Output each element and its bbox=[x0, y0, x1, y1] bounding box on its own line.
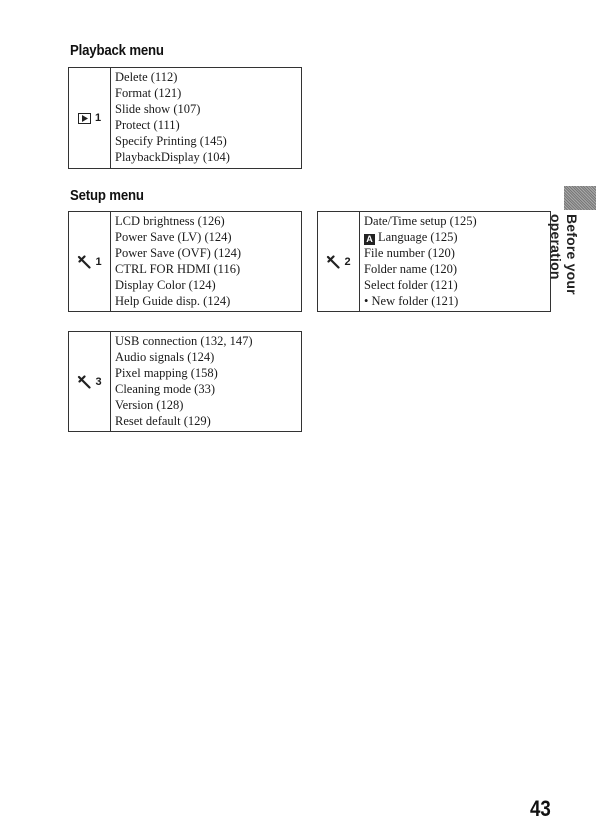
list-item: Help Guide disp. (124) bbox=[115, 294, 231, 308]
setup-menu-items bbox=[360, 212, 477, 311]
list-item: Power Save (LV) (124) bbox=[115, 230, 232, 244]
wrench-icon bbox=[326, 255, 340, 269]
setup-menu-heading: Setup menu bbox=[70, 187, 144, 204]
page-number: 43 bbox=[530, 796, 551, 821]
list-item: Specify Printing (145) bbox=[115, 134, 227, 148]
list-item: Pixel mapping (158) bbox=[115, 366, 218, 380]
list-item: LCD brightness (126) bbox=[115, 214, 225, 228]
list-item: Format (121) bbox=[115, 86, 182, 100]
list-item: CTRL FOR HDMI (116) bbox=[115, 262, 241, 276]
setup-tab-cell bbox=[318, 212, 360, 311]
list-item: Select folder (121) bbox=[364, 278, 458, 292]
tab-number: 1 bbox=[94, 112, 102, 124]
playback-tab-cell bbox=[69, 68, 111, 168]
setup-menu-table-1 bbox=[68, 211, 302, 312]
setup-menu-items bbox=[111, 212, 241, 311]
playback-icon bbox=[78, 113, 91, 124]
section-tab-marker bbox=[564, 186, 596, 210]
list-item: PlaybackDisplay (104) bbox=[115, 150, 230, 164]
wrench-icon bbox=[77, 375, 91, 389]
language-icon: A bbox=[364, 234, 375, 245]
list-item: Version (128) bbox=[115, 398, 184, 412]
tab-number: 1 bbox=[95, 255, 102, 268]
section-tab-label: Before your operation bbox=[548, 214, 580, 295]
list-item: Reset default (129) bbox=[115, 414, 211, 428]
list-item: File number (120) bbox=[364, 246, 455, 260]
list-item: Audio signals (124) bbox=[115, 350, 215, 364]
list-item-label: Language (125) bbox=[378, 230, 458, 244]
tab-number: 3 bbox=[95, 375, 102, 388]
list-item bbox=[364, 229, 477, 245]
tab-number: 2 bbox=[344, 255, 351, 268]
list-item: Folder name (120) bbox=[364, 262, 458, 276]
list-item: Power Save (OVF) (124) bbox=[115, 246, 242, 260]
playback-menu-items bbox=[111, 68, 230, 168]
playback-menu-table bbox=[68, 67, 302, 169]
setup-menu-table-3 bbox=[68, 331, 302, 432]
list-item: • New folder (121) bbox=[364, 294, 459, 308]
playback-menu-heading: Playback menu bbox=[70, 42, 164, 59]
wrench-icon bbox=[77, 255, 91, 269]
setup-menu-table-2 bbox=[317, 211, 551, 312]
list-item: Cleaning mode (33) bbox=[115, 382, 215, 396]
list-item: Protect (111) bbox=[115, 118, 180, 132]
list-item: USB connection (132, 147) bbox=[115, 334, 253, 348]
setup-tab-cell bbox=[69, 212, 111, 311]
setup-tab-cell bbox=[69, 332, 111, 431]
list-item: Display Color (124) bbox=[115, 278, 216, 292]
setup-menu-items bbox=[111, 332, 252, 431]
list-item: Date/Time setup (125) bbox=[364, 214, 477, 228]
list-item: Slide show (107) bbox=[115, 102, 201, 116]
list-item: Delete (112) bbox=[115, 70, 178, 84]
